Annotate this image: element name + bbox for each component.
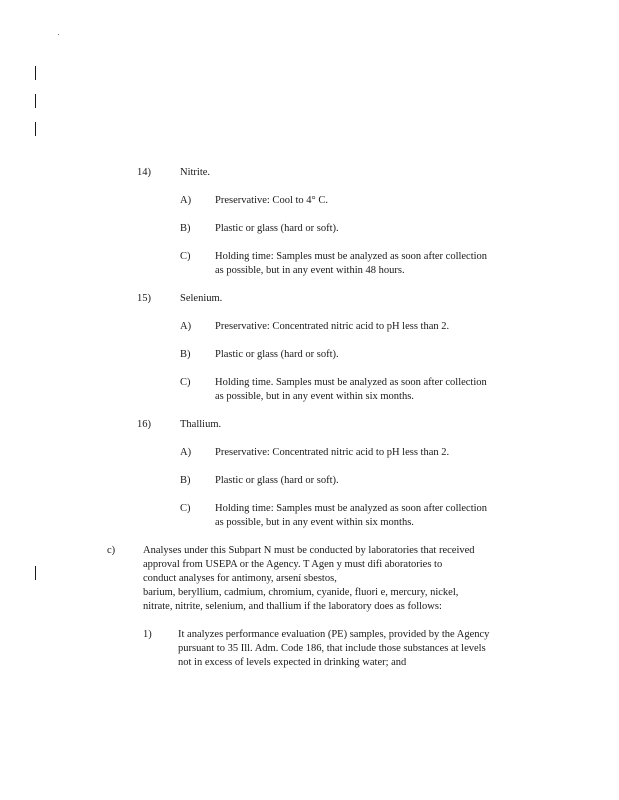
text-line: as possible, but in any event within six months. [215, 517, 414, 528]
sub-letter: C) [180, 377, 191, 388]
text-line: Analyses under this Subpart N must be conducted by laboratories that received [143, 545, 475, 556]
sub-text: Plastic or glass (hard or soft). [215, 349, 339, 360]
sub-paragraph [215, 250, 487, 278]
sub-letter: B) [180, 475, 191, 486]
item-number: 15) [137, 293, 151, 304]
sub-letter: A) [180, 195, 192, 206]
sub-letter: A) [180, 447, 192, 458]
sub-text: Preservative: Concentrated nitric acid to pH less than 2. [215, 447, 450, 458]
item-title: Selenium. [180, 293, 223, 304]
item-number: 14) [137, 167, 151, 178]
change-bar [35, 66, 36, 80]
sub-number: 1) [143, 629, 152, 640]
section-letter: c) [107, 545, 116, 556]
sub-letter: C) [180, 503, 191, 514]
sub-paragraph [215, 502, 487, 530]
sub-paragraph [178, 628, 489, 670]
change-bar [35, 94, 36, 108]
section-paragraph [143, 544, 475, 614]
sub-letter: B) [180, 349, 191, 360]
text-line: It analyzes performance evaluation (PE) samples, provided by the Agency [178, 629, 490, 640]
text-line: approval from USEPA or the Agency. T Agen y must difi aboratories to [143, 559, 443, 570]
change-bar [35, 122, 36, 136]
sub-letter: C) [180, 251, 191, 262]
sub-letter: B) [180, 223, 191, 234]
sub-text: Preservative: Concentrated nitric acid to pH less than 2. [215, 321, 450, 332]
text-line: as possible, but in any event within 48 hours. [215, 265, 405, 276]
item-title: Thallium. [180, 419, 222, 430]
change-bar [35, 566, 36, 580]
sub-text: Plastic or glass (hard or soft). [215, 223, 339, 234]
text-line: nitrate, nitrite, selenium, and thallium if the laboratory does as follows: [143, 601, 442, 612]
scan-speck [58, 34, 59, 35]
text-line: as possible, but in any event within six months. [215, 391, 414, 402]
text-line: barium, beryllium, cadmium, chromium, cyanide, fluori e, mercury, nickel, [143, 587, 459, 598]
sub-letter: A) [180, 321, 192, 332]
text-line: conduct analyses for antimony, arsení sbestos, [143, 573, 337, 584]
item-number: 16) [137, 419, 151, 430]
item-title: Nitrite. [180, 167, 211, 178]
sub-paragraph [215, 376, 487, 404]
text-line: Holding time: Samples must be analyzed as soon after collection [215, 503, 488, 514]
text-line: Holding time: Samples must be analyzed as soon after collection [215, 251, 488, 262]
sub-text: Plastic or glass (hard or soft). [215, 475, 339, 486]
sub-text: Preservative: Cool to 4° C. [215, 195, 328, 206]
text-line: pursuant to 35 Ill. Adm. Code 186, that include those substances at levels [178, 643, 486, 654]
text-line: not in excess of levels expected in drinking water; and [178, 657, 407, 668]
text-line: Holding time. Samples must be analyzed as soon after collection [215, 377, 487, 388]
